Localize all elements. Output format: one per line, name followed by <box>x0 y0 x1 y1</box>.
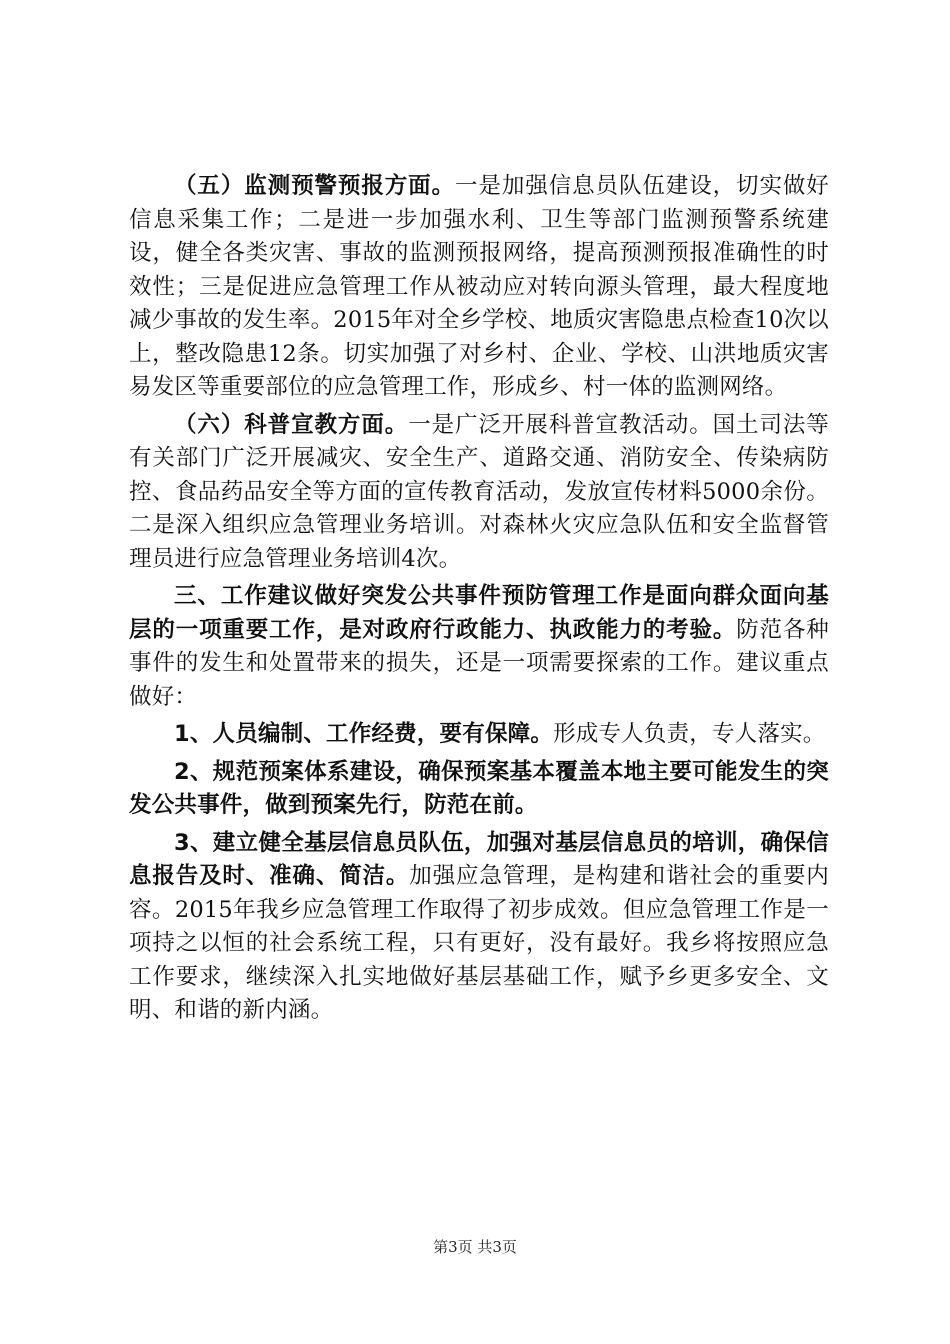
paragraph-science-education <box>129 409 829 577</box>
paragraph-suggestion-3 <box>129 827 829 1028</box>
paragraph-text: 形成专人负责，专人落实。 <box>553 721 826 747</box>
paragraph-work-suggestions <box>129 580 829 714</box>
paragraph-heading: 1、人员编制、工作经费，要有保障。 <box>174 721 554 747</box>
page-number-footer: 第3页 共3页 <box>433 1238 517 1256</box>
paragraph-heading: （六）科普宣教方面。 <box>174 411 409 438</box>
paragraph-heading: （五）监测预警预报方面。 <box>174 173 456 199</box>
document-body <box>129 170 829 1028</box>
paragraph-suggestion-1 <box>129 718 829 752</box>
paragraph-suggestion-2 <box>129 756 829 823</box>
paragraph-heading: 三、工作建议做好突发公共事件预防管理工作是面向群众面向基层的一项重要工作，是对政府行政能力、执政能力的考验。 <box>129 583 829 643</box>
paragraph-text: 加强应急管理，是构建和谐社会的重要内容。2015年我乡应急管理工作取得了初步成效。但应急管理工作是一项持之以恒的社会系统工程，只有更好，没有最好。我乡将按照应急工作要求，继续深入扎实地做好基层基础工作，赋予乡更多安全、文明、和谐的新内涵。 <box>129 863 829 1023</box>
paragraph-monitoring-warning <box>129 170 829 405</box>
paragraph-text: 一是加强信息员队伍建设，切实做好信息采集工作；二是进一步加强水利、卫生等部门监测预警系统建设，健全各类灾害、事故的监测预报网络，提高预测预报准确性的时效性；三是促进应急管理工作从被动应对转向源头管理，最大程度地减少事故的发生率。2015年对全乡学校、地质灾害隐患点检查10次以上，整改隐患12条。切实加强了对乡村、企业、学校、山洪地质灾害易发区等重要部位的应急管理工作，形成乡、村一体的监测网络。 <box>129 173 830 400</box>
paragraph-heading: 2、规范预案体系建设，确保预案基本覆盖本地主要可能发生的突发公共事件，做到预案先行，防范在前。 <box>129 758 829 818</box>
paragraph-text: 一是广泛开展科普宣教活动。国土司法等有关部门广泛开展减灾、安全生产、道路交通、消防安全、传染病防控、食品药品安全等方面的宣传教育活动，发放宣传材料5000余份。二是深入组织应急管理业务培训。对森林火灾应急队伍和安全监督管理员进行应急管理业务培训4次。 <box>129 411 829 572</box>
paragraph-text: 防范各种事件的发生和处置带来的损失，还是一项需要探索的工作。建议重点做好： <box>129 616 829 710</box>
paragraph-heading: 3、建立健全基层信息员队伍，加强对基层信息员的培训，确保信息报告及时、准确、简洁。 <box>129 829 829 889</box>
